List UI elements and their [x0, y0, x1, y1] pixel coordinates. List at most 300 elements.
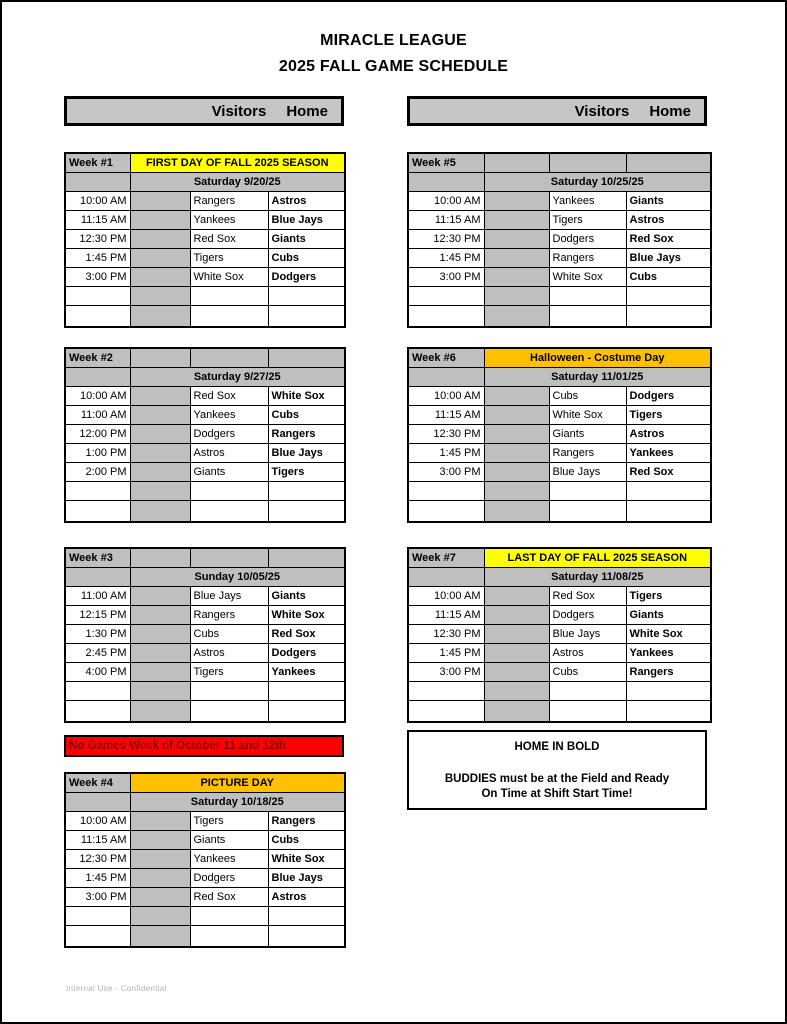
- game-row: [408, 229, 711, 248]
- time-cell: 2:00 PM: [65, 462, 130, 481]
- visitors-cell: Giants: [549, 424, 626, 443]
- visitors-cell: Red Sox: [190, 386, 268, 405]
- spacer-cell: [130, 248, 190, 267]
- spacer-cell: [408, 567, 484, 586]
- week-label: Week #4: [65, 773, 130, 792]
- spacer-cell: [408, 367, 484, 386]
- time-cell: 11:00 AM: [65, 586, 130, 605]
- week-table: [64, 152, 346, 328]
- visitors-cell: Astros: [190, 443, 268, 462]
- visitors-cell: Rangers: [190, 191, 268, 210]
- info-box-line-1: HOME IN BOLD: [514, 741, 600, 753]
- time-cell: 12:30 PM: [408, 424, 484, 443]
- visitors-cell: Red Sox: [549, 586, 626, 605]
- game-row: [65, 267, 345, 286]
- time-cell: 12:30 PM: [408, 229, 484, 248]
- game-row: [65, 643, 345, 662]
- game-row: [65, 386, 345, 405]
- empty-cell: [190, 500, 268, 522]
- game-row: [65, 849, 345, 868]
- time-cell: 10:00 AM: [408, 586, 484, 605]
- date-label: Saturday 11/01/25: [484, 367, 711, 386]
- game-row: [65, 405, 345, 424]
- empty-cell: [268, 481, 345, 500]
- empty-row: [65, 681, 345, 700]
- empty-cell: [626, 700, 711, 722]
- column-header-bar-right: [407, 96, 707, 126]
- spacer-cell: [65, 567, 130, 586]
- page-title: [2, 32, 785, 76]
- spacer-cell: [190, 348, 268, 367]
- column-header-bar-left: [64, 96, 344, 126]
- spacer-cell: [130, 210, 190, 229]
- home-cell: Red Sox: [268, 624, 345, 643]
- game-row: [65, 229, 345, 248]
- time-cell: 11:15 AM: [65, 830, 130, 849]
- time-cell: 11:15 AM: [408, 605, 484, 624]
- game-row: [65, 605, 345, 624]
- spacer-cell: [130, 643, 190, 662]
- week-header-row: [65, 773, 345, 792]
- visitors-cell: Dodgers: [190, 868, 268, 887]
- info-box-line-3: On Time at Shift Start Time!: [481, 788, 633, 800]
- visitors-cell: Yankees: [549, 191, 626, 210]
- empty-cell: [408, 681, 484, 700]
- date-label: Saturday 10/25/25: [484, 172, 711, 191]
- spacer-cell: [130, 386, 190, 405]
- visitors-cell: Dodgers: [549, 605, 626, 624]
- home-cell: Tigers: [268, 462, 345, 481]
- week-label: Week #5: [408, 153, 484, 172]
- time-cell: 10:00 AM: [408, 386, 484, 405]
- date-row: [65, 567, 345, 586]
- home-cell: Yankees: [626, 443, 711, 462]
- spacer-cell: [268, 348, 345, 367]
- home-cell: Giants: [268, 229, 345, 248]
- home-cell: White Sox: [268, 386, 345, 405]
- spacer-cell: [268, 548, 345, 567]
- week-header-row: [65, 153, 345, 172]
- spacer-cell: [484, 386, 549, 405]
- visitors-cell: Blue Jays: [549, 624, 626, 643]
- time-cell: 4:00 PM: [65, 662, 130, 681]
- visitors-cell: Yankees: [190, 210, 268, 229]
- home-cell: Astros: [626, 210, 711, 229]
- visitors-cell: Tigers: [549, 210, 626, 229]
- spacer-cell: [484, 500, 549, 522]
- home-cell: Rangers: [268, 811, 345, 830]
- game-row: [65, 462, 345, 481]
- date-row: [65, 172, 345, 191]
- spacer-cell: [65, 792, 130, 811]
- home-cell: Giants: [626, 605, 711, 624]
- empty-row: [65, 925, 345, 947]
- time-cell: 3:00 PM: [408, 462, 484, 481]
- spacer-cell: [484, 700, 549, 722]
- spacer-cell: [130, 229, 190, 248]
- game-row: [408, 191, 711, 210]
- spacer-cell: [484, 443, 549, 462]
- visitors-cell: Rangers: [549, 248, 626, 267]
- home-cell: Dodgers: [268, 643, 345, 662]
- empty-row: [408, 700, 711, 722]
- spacer-cell: [130, 586, 190, 605]
- game-row: [408, 267, 711, 286]
- empty-cell: [408, 500, 484, 522]
- game-row: [408, 248, 711, 267]
- visitors-cell: Astros: [190, 643, 268, 662]
- game-row: [408, 605, 711, 624]
- home-cell: Dodgers: [268, 267, 345, 286]
- home-cell: White Sox: [626, 624, 711, 643]
- date-label: Saturday 10/18/25: [130, 792, 345, 811]
- spacer-cell: [130, 700, 190, 722]
- empty-cell: [268, 286, 345, 305]
- empty-cell: [65, 500, 130, 522]
- empty-row: [65, 500, 345, 522]
- empty-cell: [268, 906, 345, 925]
- visitors-cell: Yankees: [190, 405, 268, 424]
- empty-cell: [268, 681, 345, 700]
- game-row: [65, 887, 345, 906]
- home-cell: Cubs: [626, 267, 711, 286]
- empty-cell: [190, 906, 268, 925]
- time-cell: 10:00 AM: [65, 386, 130, 405]
- time-cell: 3:00 PM: [65, 887, 130, 906]
- empty-cell: [190, 681, 268, 700]
- game-row: [408, 405, 711, 424]
- week-label: Week #2: [65, 348, 130, 367]
- time-cell: 3:00 PM: [408, 267, 484, 286]
- home-cell: Blue Jays: [268, 210, 345, 229]
- empty-cell: [408, 286, 484, 305]
- visitors-cell: Cubs: [549, 662, 626, 681]
- time-cell: 1:00 PM: [65, 443, 130, 462]
- home-cell: Tigers: [626, 405, 711, 424]
- spacer-cell: [484, 462, 549, 481]
- spacer-cell: [408, 172, 484, 191]
- empty-row: [65, 286, 345, 305]
- time-cell: 12:00 PM: [65, 424, 130, 443]
- game-row: [408, 662, 711, 681]
- spacer-cell: [484, 481, 549, 500]
- visitors-cell: Giants: [190, 462, 268, 481]
- home-cell: Red Sox: [626, 462, 711, 481]
- empty-cell: [549, 481, 626, 500]
- spacer-cell: [130, 462, 190, 481]
- visitors-cell: Cubs: [549, 386, 626, 405]
- week-table-7: [407, 547, 712, 723]
- spacer-cell: [130, 868, 190, 887]
- visitors-cell: Blue Jays: [549, 462, 626, 481]
- game-row: [65, 443, 345, 462]
- home-header-label: Home: [649, 102, 691, 120]
- time-cell: 2:45 PM: [65, 643, 130, 662]
- spacer-cell: [130, 681, 190, 700]
- game-row: [65, 586, 345, 605]
- visitors-cell: White Sox: [549, 267, 626, 286]
- week-header-row: [408, 153, 711, 172]
- home-cell: Rangers: [626, 662, 711, 681]
- game-row: [65, 811, 345, 830]
- spacer-cell: [130, 830, 190, 849]
- time-cell: 1:45 PM: [65, 248, 130, 267]
- spacer-cell: [65, 367, 130, 386]
- empty-cell: [626, 681, 711, 700]
- empty-cell: [268, 925, 345, 947]
- info-box-line-2: BUDDIES must be at the Field and Ready: [444, 773, 670, 785]
- spacer-cell: [484, 153, 549, 172]
- spacer-cell: [484, 191, 549, 210]
- spacer-cell: [130, 267, 190, 286]
- spacer-cell: [484, 586, 549, 605]
- spacer-cell: [484, 605, 549, 624]
- week-table-3: [64, 547, 346, 723]
- home-cell: Yankees: [268, 662, 345, 681]
- time-cell: 12:30 PM: [408, 624, 484, 643]
- empty-cell: [268, 700, 345, 722]
- empty-cell: [268, 500, 345, 522]
- week-table-2: [64, 347, 346, 523]
- visitors-cell: Blue Jays: [190, 586, 268, 605]
- week-label: Week #6: [408, 348, 484, 367]
- week-table: [407, 152, 712, 328]
- game-row: [65, 624, 345, 643]
- time-cell: 3:00 PM: [408, 662, 484, 681]
- home-cell: White Sox: [268, 849, 345, 868]
- spacer-cell: [484, 424, 549, 443]
- game-row: [65, 868, 345, 887]
- visitors-cell: Rangers: [549, 443, 626, 462]
- time-cell: 11:15 AM: [65, 210, 130, 229]
- spacer-cell: [130, 305, 190, 327]
- home-cell: Cubs: [268, 830, 345, 849]
- time-cell: 12:30 PM: [65, 229, 130, 248]
- empty-cell: [408, 305, 484, 327]
- empty-cell: [190, 925, 268, 947]
- date-row: [408, 172, 711, 191]
- empty-row: [408, 500, 711, 522]
- game-row: [65, 248, 345, 267]
- time-cell: 11:15 AM: [408, 210, 484, 229]
- empty-cell: [65, 481, 130, 500]
- empty-cell: [626, 305, 711, 327]
- banner-label: LAST DAY OF FALL 2025 SEASON: [484, 548, 711, 567]
- time-cell: 10:00 AM: [65, 191, 130, 210]
- week-table: [64, 547, 346, 723]
- date-label: Sunday 10/05/25: [130, 567, 345, 586]
- spacer-cell: [130, 662, 190, 681]
- date-label: Saturday 9/27/25: [130, 367, 345, 386]
- visitors-cell: Dodgers: [190, 424, 268, 443]
- spacer-cell: [626, 153, 711, 172]
- home-cell: Astros: [268, 887, 345, 906]
- empty-cell: [549, 305, 626, 327]
- banner-label: Halloween - Costume Day: [484, 348, 711, 367]
- visitors-cell: White Sox: [190, 267, 268, 286]
- week-header-row: [408, 548, 711, 567]
- time-cell: 11:00 AM: [65, 405, 130, 424]
- empty-cell: [549, 700, 626, 722]
- empty-cell: [408, 700, 484, 722]
- visitors-cell: Giants: [190, 830, 268, 849]
- empty-cell: [190, 286, 268, 305]
- week-header-row: [65, 348, 345, 367]
- week-table: [64, 347, 346, 523]
- week-table: [64, 772, 346, 948]
- week-table-5: [407, 152, 712, 328]
- game-row: [65, 662, 345, 681]
- empty-row: [65, 305, 345, 327]
- game-row: [408, 643, 711, 662]
- no-games-banner: No Games Week of October 11 and 12th: [64, 735, 344, 757]
- empty-cell: [65, 700, 130, 722]
- banner-label: FIRST DAY OF FALL 2025 SEASON: [130, 153, 345, 172]
- empty-row: [65, 481, 345, 500]
- footer-watermark: Internal Use - Confidential: [66, 984, 167, 993]
- spacer-cell: [484, 405, 549, 424]
- empty-cell: [268, 305, 345, 327]
- home-cell: Blue Jays: [268, 868, 345, 887]
- empty-row: [408, 286, 711, 305]
- spacer-cell: [484, 210, 549, 229]
- game-row: [408, 210, 711, 229]
- empty-cell: [65, 681, 130, 700]
- spacer-cell: [130, 348, 190, 367]
- game-row: [65, 424, 345, 443]
- home-header-label: Home: [286, 102, 328, 120]
- week-table-4: [64, 772, 346, 948]
- spacer-cell: [484, 286, 549, 305]
- spacer-cell: [130, 481, 190, 500]
- spacer-cell: [130, 849, 190, 868]
- spacer-cell: [130, 286, 190, 305]
- date-row: [408, 567, 711, 586]
- time-cell: 11:15 AM: [408, 405, 484, 424]
- empty-cell: [190, 305, 268, 327]
- home-cell: Blue Jays: [268, 443, 345, 462]
- empty-cell: [65, 286, 130, 305]
- spacer-cell: [484, 229, 549, 248]
- game-row: [408, 443, 711, 462]
- week-label: Week #3: [65, 548, 130, 567]
- time-cell: 3:00 PM: [65, 267, 130, 286]
- home-cell: Giants: [268, 586, 345, 605]
- home-cell: Rangers: [268, 424, 345, 443]
- home-cell: Cubs: [268, 248, 345, 267]
- empty-cell: [626, 286, 711, 305]
- empty-cell: [549, 681, 626, 700]
- empty-row: [65, 700, 345, 722]
- game-row: [408, 462, 711, 481]
- empty-cell: [549, 286, 626, 305]
- visitors-cell: Rangers: [190, 605, 268, 624]
- banner-label: PICTURE DAY: [130, 773, 345, 792]
- spacer-cell: [190, 548, 268, 567]
- time-cell: 12:30 PM: [65, 849, 130, 868]
- time-cell: 1:30 PM: [65, 624, 130, 643]
- empty-cell: [626, 500, 711, 522]
- spacer-cell: [130, 811, 190, 830]
- week-label: Week #1: [65, 153, 130, 172]
- empty-row: [408, 481, 711, 500]
- home-cell: Dodgers: [626, 386, 711, 405]
- game-row: [408, 386, 711, 405]
- visitors-cell: Red Sox: [190, 887, 268, 906]
- empty-cell: [190, 481, 268, 500]
- spacer-cell: [130, 605, 190, 624]
- spacer-cell: [484, 624, 549, 643]
- empty-cell: [549, 500, 626, 522]
- title-line-1: MIRACLE LEAGUE: [320, 32, 467, 49]
- home-cell: Tigers: [626, 586, 711, 605]
- visitors-cell: Astros: [549, 643, 626, 662]
- info-box: [407, 730, 707, 810]
- spacer-cell: [65, 172, 130, 191]
- empty-cell: [190, 700, 268, 722]
- time-cell: 1:45 PM: [408, 443, 484, 462]
- time-cell: 1:45 PM: [408, 643, 484, 662]
- time-cell: 10:00 AM: [65, 811, 130, 830]
- spacer-cell: [130, 548, 190, 567]
- date-label: Saturday 11/08/25: [484, 567, 711, 586]
- visitors-cell: Dodgers: [549, 229, 626, 248]
- week-label: Week #7: [408, 548, 484, 567]
- home-cell: Blue Jays: [626, 248, 711, 267]
- visitors-cell: White Sox: [549, 405, 626, 424]
- week-table-6: [407, 347, 712, 523]
- date-row: [65, 367, 345, 386]
- spacer-cell: [484, 662, 549, 681]
- home-cell: Giants: [626, 191, 711, 210]
- empty-cell: [65, 305, 130, 327]
- spacer-cell: [549, 153, 626, 172]
- time-cell: 1:45 PM: [65, 868, 130, 887]
- empty-row: [408, 305, 711, 327]
- spacer-cell: [130, 925, 190, 947]
- spacer-cell: [484, 267, 549, 286]
- time-cell: 1:45 PM: [408, 248, 484, 267]
- time-cell: 10:00 AM: [408, 191, 484, 210]
- visitors-cell: Yankees: [190, 849, 268, 868]
- week-table-1: [64, 152, 346, 328]
- game-row: [408, 586, 711, 605]
- week-table: [407, 547, 712, 723]
- home-cell: Astros: [268, 191, 345, 210]
- empty-cell: [65, 925, 130, 947]
- spacer-cell: [130, 906, 190, 925]
- visitors-cell: Tigers: [190, 248, 268, 267]
- date-label: Saturday 9/20/25: [130, 172, 345, 191]
- spacer-cell: [484, 643, 549, 662]
- home-cell: White Sox: [268, 605, 345, 624]
- spacer-cell: [130, 887, 190, 906]
- date-row: [65, 792, 345, 811]
- home-cell: Red Sox: [626, 229, 711, 248]
- empty-cell: [65, 906, 130, 925]
- week-header-row: [65, 548, 345, 567]
- visitors-cell: Tigers: [190, 811, 268, 830]
- visitors-header-label: Visitors: [574, 102, 630, 120]
- empty-cell: [626, 481, 711, 500]
- time-cell: 12:15 PM: [65, 605, 130, 624]
- visitors-header-label: Visitors: [211, 102, 267, 120]
- game-row: [65, 191, 345, 210]
- visitors-cell: Red Sox: [190, 229, 268, 248]
- spacer-cell: [130, 443, 190, 462]
- spacer-cell: [130, 424, 190, 443]
- spacer-cell: [484, 305, 549, 327]
